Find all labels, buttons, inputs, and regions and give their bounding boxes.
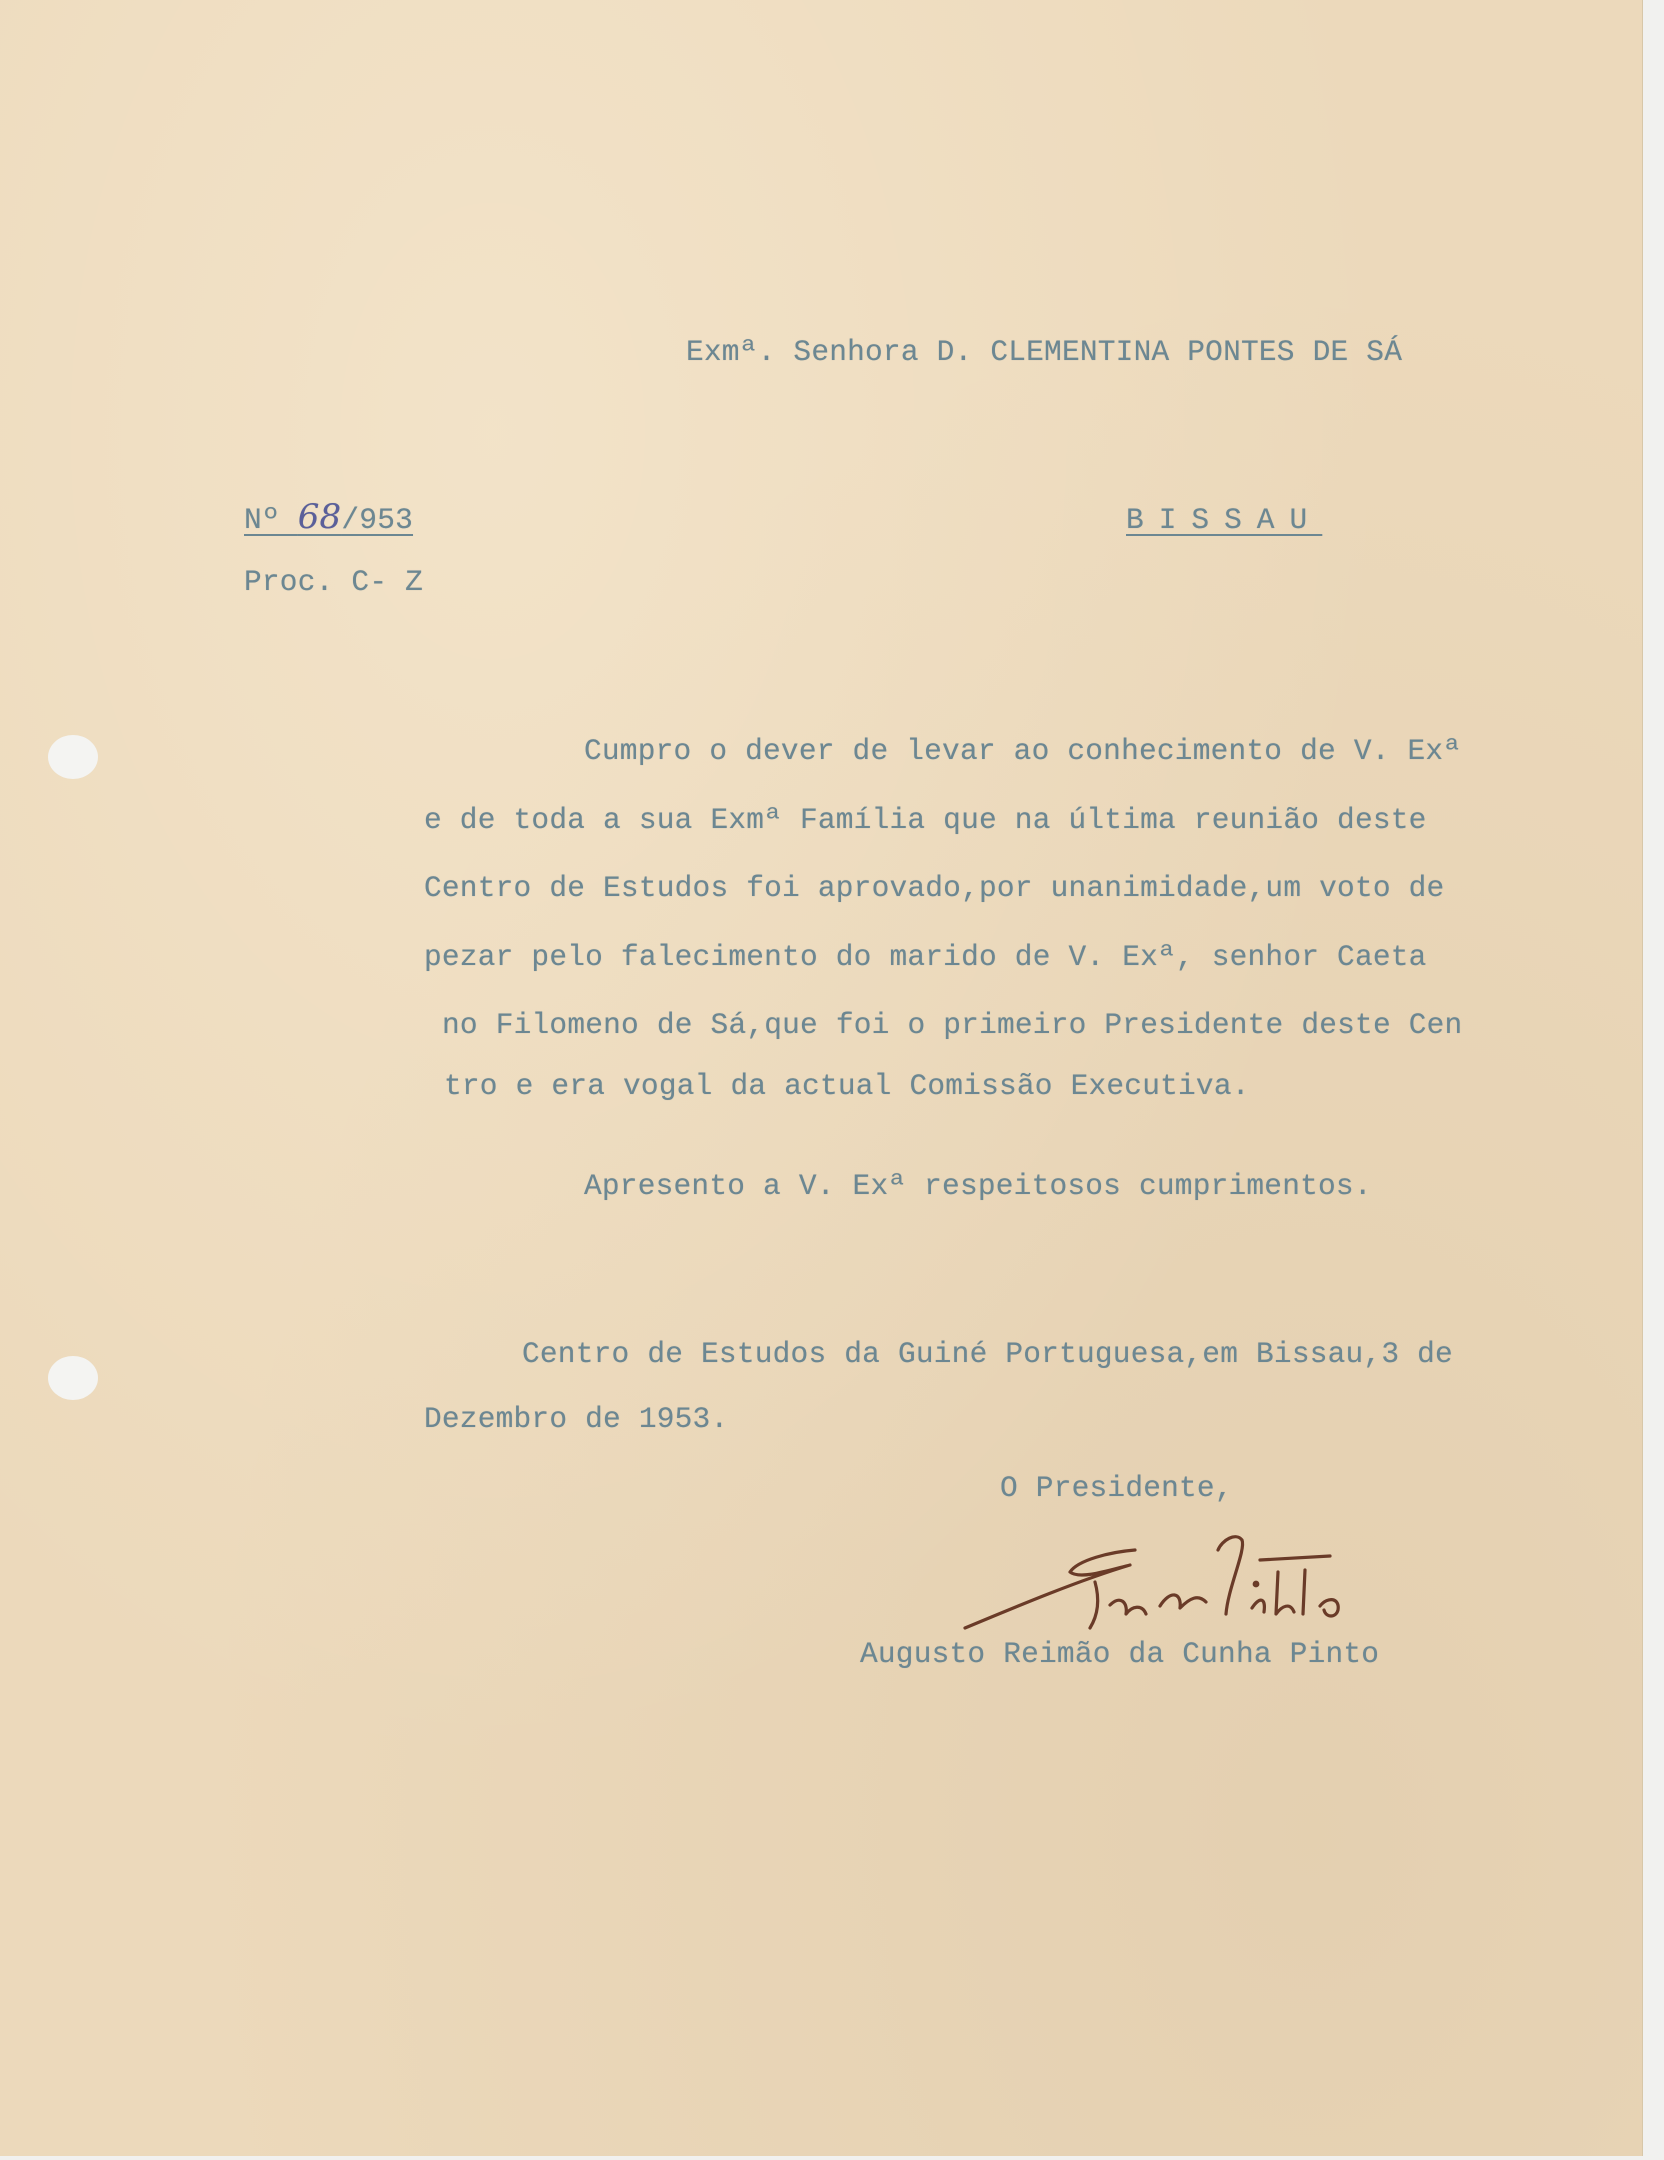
reference-year: /953 [341,503,414,537]
reference-number-handwritten: 68 [297,497,342,537]
process-reference: Proc. C- Z [244,565,424,599]
closing-line: Centro de Estudos da Guiné Portuguesa,em Bissau,3 de [522,1337,1453,1371]
signer-name: Augusto Reimão da Cunha Pinto [860,1637,1380,1671]
punch-hole-bottom [48,1356,98,1400]
body-line: no Filomeno de Sá,que foi o primeiro Presidente deste Cen [442,1008,1463,1042]
body-line: pezar pelo falecimento do marido de V. Exª, senhor Caeta [424,940,1427,974]
greeting-line: Apresento a V. Exª respeitosos cumprimentos. [584,1169,1372,1203]
body-line: e de toda a sua Exmª Família que na última reunião deste [424,803,1427,837]
reference-prefix: Nº [244,503,298,537]
city-heading: BISSAU [1126,503,1323,537]
body-line: tro e era vogal da actual Comissão Executiva. [444,1069,1250,1103]
handwritten-signature [960,1510,1440,1650]
addressee-line: Exmª. Senhora D. CLEMENTINA PONTES DE SÁ [686,335,1403,369]
reference-number [244,497,414,537]
body-line: Cumpro o dever de levar ao conhecimento de V. Exª [584,734,1462,768]
body-line: Centro de Estudos foi aprovado,por unanimidade,um voto de [424,871,1445,905]
punch-hole-top [48,735,98,779]
closing-line: Dezembro de 1953. [424,1402,729,1436]
signature-title: O Presidente, [1000,1471,1233,1505]
